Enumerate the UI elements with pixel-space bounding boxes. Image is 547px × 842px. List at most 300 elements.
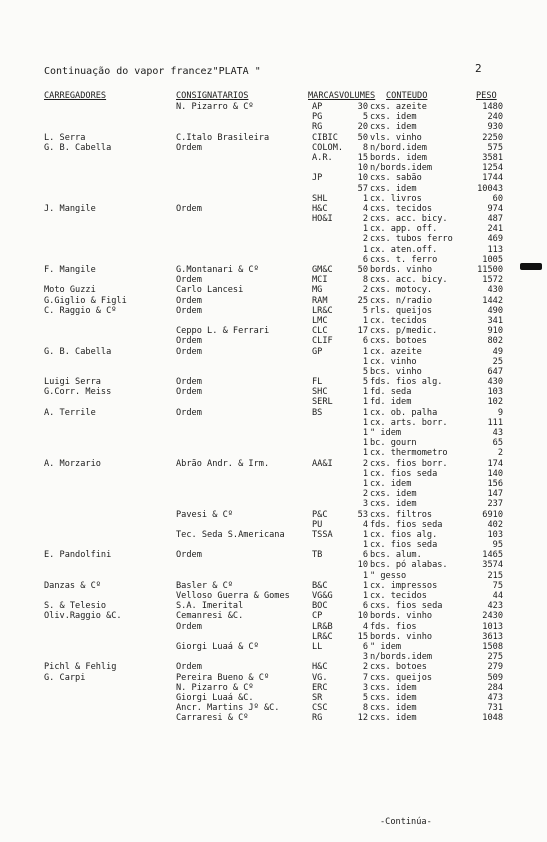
table-row (0, 214, 547, 224)
table-row (0, 347, 547, 357)
mark-cell: P&C (312, 509, 328, 520)
table-row (0, 336, 547, 346)
weight-cell: 241 (487, 224, 503, 235)
table-row (0, 153, 547, 163)
content-cell: bords. idem (370, 152, 427, 163)
weight-cell: 95 (492, 540, 503, 551)
shipper-cell: L. Serra (44, 132, 86, 143)
volumes-cell: 10 (357, 173, 368, 184)
weight-cell: 60 (492, 193, 503, 204)
content-cell: cx. vinho (370, 356, 417, 367)
mark-cell: H&C (312, 203, 328, 214)
weight-cell: 469 (487, 234, 503, 245)
content-cell: vls. vinho (370, 132, 422, 143)
weight-cell: 284 (487, 682, 503, 693)
volumes-cell: 1 (362, 387, 368, 398)
shipper-cell: F. Mangile (44, 265, 96, 275)
content-cell: cxs. botoes (370, 336, 427, 347)
volumes-cell: 8 (362, 275, 368, 286)
consignee-cell: C.Italo Brasileira (176, 132, 270, 143)
weight-cell: 910 (487, 326, 503, 337)
table-row (0, 499, 547, 509)
table-row (0, 184, 547, 194)
weight-cell: 275 (487, 652, 503, 663)
mark-cell: BS (312, 407, 323, 418)
volumes-cell: 12 (357, 713, 368, 724)
volumes-cell: 53 (357, 509, 368, 520)
content-cell: cxs. idem (370, 692, 417, 703)
shipper-cell: Moto Guzzi (44, 285, 96, 296)
content-cell: cx. fios seda (370, 468, 438, 479)
mark-cell: GP (312, 346, 323, 357)
weight-cell: 1254 (482, 163, 503, 174)
shipper-cell: Danzas & Cº (44, 580, 101, 591)
consignee-cell: Ordem (176, 407, 202, 418)
mark-cell: CSC (312, 703, 328, 714)
volumes-cell: 15 (357, 152, 368, 163)
mark-cell: HO&I (312, 214, 333, 225)
content-cell: " gesso (370, 570, 407, 581)
content-cell: bords. vinho (370, 611, 433, 622)
table-row (0, 652, 547, 662)
volumes-cell: 30 (357, 102, 368, 112)
content-cell: bords. vinho (370, 265, 433, 275)
table-row (0, 428, 547, 438)
shipper-cell: A. Morzario (44, 458, 101, 469)
consignee-cell: G.Montanari & Cº (176, 265, 259, 275)
weight-cell: 44 (492, 591, 503, 601)
table-row (0, 326, 547, 336)
content-cell: cxs. filtros (370, 509, 433, 520)
mark-cell: VG&G (312, 591, 333, 601)
weight-cell: 1048 (482, 713, 503, 724)
content-cell: cxs. t. ferro (370, 254, 438, 265)
mark-cell: B&C (312, 580, 328, 591)
volumes-cell: 8 (362, 142, 368, 153)
mark-cell: MCI (312, 275, 328, 286)
content-cell: cxs. fios borr. (370, 458, 448, 469)
content-cell: fd. seda (370, 387, 412, 398)
table-row (0, 611, 547, 621)
volumes-cell: 3 (362, 499, 368, 510)
weight-cell: 6910 (482, 509, 503, 520)
consignee-cell: Ordem (176, 142, 202, 153)
table-row (0, 673, 547, 683)
weight-cell: 1442 (482, 295, 503, 306)
weight-cell: 102 (487, 397, 503, 408)
weight-cell: 279 (487, 662, 503, 673)
table-row (0, 275, 547, 285)
consignee-cell: Ordem (176, 295, 202, 306)
consignee-cell: Ordem (176, 203, 202, 214)
weight-cell: 9 (497, 407, 503, 418)
table-row (0, 642, 547, 652)
weight-cell: 430 (487, 377, 503, 388)
volumes-cell: 1 (362, 580, 368, 591)
mark-cell: AA&I (312, 458, 333, 469)
content-cell: cx. tecidos (370, 315, 427, 326)
mark-cell: LR&C (312, 631, 333, 642)
mark-cell: ERC (312, 682, 328, 693)
volumes-cell: 20 (357, 122, 368, 133)
table-row (0, 622, 547, 632)
document-title: Continuação do vapor francez"PLATA " (44, 66, 261, 77)
volumes-cell: 6 (362, 336, 368, 347)
table-row (0, 173, 547, 183)
column-header-peso: PESO (476, 91, 497, 101)
consignee-cell: Ordem (176, 621, 202, 632)
table-row (0, 438, 547, 448)
volumes-cell: 8 (362, 703, 368, 714)
table-row (0, 387, 547, 397)
table-row (0, 316, 547, 326)
volumes-cell: 10 (357, 611, 368, 622)
content-cell: cxs. n/radio (370, 295, 433, 306)
volumes-cell: 1 (362, 529, 368, 540)
weight-cell: 215 (487, 570, 503, 581)
shipper-cell: G. B. Cabella (44, 346, 112, 357)
table-row (0, 601, 547, 611)
volumes-cell: 5 (362, 366, 368, 377)
content-cell: cxs. idem (370, 489, 417, 500)
content-cell: cxs. azeite (370, 102, 427, 112)
weight-cell: 2430 (482, 611, 503, 622)
content-cell: bords. vinho (370, 631, 433, 642)
volumes-cell: 1 (362, 468, 368, 479)
content-cell: cxs. idem (370, 713, 417, 724)
shipper-cell: G.Corr. Meiss (44, 387, 112, 398)
weight-cell: 75 (492, 580, 503, 591)
content-cell: cx. aten.off. (370, 244, 438, 255)
consignee-cell: Ordem (176, 275, 202, 286)
weight-cell: 237 (487, 499, 503, 510)
content-cell: fds. fios alg. (370, 377, 443, 388)
shipper-cell: G.Giglio & Figli (44, 295, 127, 306)
weight-cell: 509 (487, 672, 503, 683)
volumes-cell: 3 (362, 682, 368, 693)
volumes-cell: 2 (362, 489, 368, 500)
content-cell: n/bords.idem (370, 163, 433, 174)
content-cell: fds. fios seda (370, 519, 443, 530)
weight-cell: 1013 (482, 621, 503, 632)
shipper-cell: Luigi Serra (44, 377, 101, 388)
manifest-table (0, 102, 547, 723)
shipper-cell: A. Terrile (44, 407, 96, 418)
content-cell: cx. thermometro (370, 448, 448, 459)
volumes-cell: 1 (362, 438, 368, 449)
weight-cell: 402 (487, 519, 503, 530)
volumes-cell: 50 (357, 265, 368, 275)
mark-cell: JP (312, 173, 323, 184)
mark-cell: VG. (312, 672, 328, 683)
volumes-cell: 1 (362, 356, 368, 367)
consignee-cell: N. Pizarro & Cº (176, 682, 254, 693)
mark-cell: COLOM. (312, 142, 344, 153)
table-row (0, 581, 547, 591)
weight-cell: 1508 (482, 641, 503, 652)
volumes-cell: 6 (362, 641, 368, 652)
mark-cell: MG (312, 285, 323, 296)
content-cell: cxs. tubos ferro (370, 234, 453, 245)
table-row (0, 296, 547, 306)
continua-note: -Continúa- (380, 817, 432, 827)
consignee-cell: Cemanresi &C. (176, 611, 244, 622)
weight-cell: 140 (487, 468, 503, 479)
volumes-cell: 1 (362, 244, 368, 255)
content-cell: cxs. idem (370, 183, 417, 194)
consignee-cell: Giorgi Luaá & Cº (176, 641, 259, 652)
content-cell: rls. queijos (370, 305, 433, 316)
table-row (0, 591, 547, 601)
volumes-cell: 50 (357, 132, 368, 143)
volumes-cell: 3 (362, 652, 368, 663)
volumes-cell: 4 (362, 621, 368, 632)
shipper-cell: E. Pandolfini (44, 550, 112, 561)
weight-cell: 1005 (482, 254, 503, 265)
content-cell: cx. azeite (370, 346, 422, 357)
mark-cell: GM&C (312, 265, 333, 275)
mark-cell: SERL (312, 397, 333, 408)
shipper-cell: S. & Telesio (44, 601, 107, 612)
table-row (0, 510, 547, 520)
mark-cell: SHL (312, 193, 328, 204)
volumes-cell: 5 (362, 305, 368, 316)
table-row (0, 713, 547, 723)
weight-cell: 11500 (477, 265, 503, 275)
weight-cell: 3613 (482, 631, 503, 642)
volumes-cell: 25 (357, 295, 368, 306)
consignee-cell: Velloso Guerra & Gomes (176, 591, 290, 601)
binder-mark (520, 263, 542, 270)
column-header-consignatarios: CONSIGNATARIOS (176, 91, 249, 101)
weight-cell: 490 (487, 305, 503, 316)
weight-cell: 1465 (482, 550, 503, 561)
volumes-cell: 2 (362, 662, 368, 673)
weight-cell: 25 (492, 356, 503, 367)
content-cell: " idem (370, 428, 402, 438)
volumes-cell: 1 (362, 193, 368, 204)
consignee-cell: Pereira Bueno & Cº (176, 672, 270, 683)
content-cell: cx. livros (370, 193, 422, 204)
consignee-cell: Ordem (176, 305, 202, 316)
mark-cell: LR&B (312, 621, 333, 632)
volumes-cell: 1 (362, 570, 368, 581)
mark-cell: LR&C (312, 305, 333, 316)
consignee-cell: Ordem (176, 387, 202, 398)
consignee-cell: S.A. Imerital (176, 601, 244, 612)
table-row (0, 479, 547, 489)
volumes-cell: 1 (362, 315, 368, 326)
volumes-cell: 1 (362, 397, 368, 408)
content-cell: cx. tecidos (370, 591, 427, 601)
weight-cell: 113 (487, 244, 503, 255)
mark-cell: CIBIC (312, 132, 338, 143)
table-row (0, 357, 547, 367)
consignee-cell: N. Pizarro & Cº (176, 102, 254, 112)
volumes-cell: 1 (362, 591, 368, 601)
content-cell: cxs. tecidos (370, 203, 433, 214)
weight-cell: 10043 (477, 183, 503, 194)
volumes-cell: 5 (362, 692, 368, 703)
table-row (0, 448, 547, 458)
table-row (0, 224, 547, 234)
volumes-cell: 6 (362, 601, 368, 612)
content-cell: " idem (370, 641, 402, 652)
content-cell: cx. ob. palha (370, 407, 438, 418)
table-row (0, 265, 547, 275)
weight-cell: 1572 (482, 275, 503, 286)
weight-cell: 802 (487, 336, 503, 347)
table-row (0, 683, 547, 693)
table-row (0, 632, 547, 642)
weight-cell: 3581 (482, 152, 503, 163)
mark-cell: H&C (312, 662, 328, 673)
mark-cell: BOC (312, 601, 328, 612)
volumes-cell: 2 (362, 458, 368, 469)
content-cell: fd. idem (370, 397, 412, 408)
table-row (0, 306, 547, 316)
content-cell: n/bord.idem (370, 142, 427, 153)
content-cell: cxs. idem (370, 122, 417, 133)
weight-cell: 49 (492, 346, 503, 357)
table-row (0, 469, 547, 479)
mark-cell: FL (312, 377, 323, 388)
shipper-cell: G. B. Cabella (44, 142, 112, 153)
consignee-cell: Basler & Cº (176, 580, 233, 591)
mark-cell: TSSA (312, 529, 333, 540)
content-cell: bcs. vinho (370, 366, 422, 377)
table-row (0, 245, 547, 255)
weight-cell: 65 (492, 438, 503, 449)
shipper-cell: G. Carpi (44, 672, 86, 683)
mark-cell: PG (312, 112, 323, 123)
table-row (0, 560, 547, 570)
content-cell: cx. arts. borr. (370, 417, 448, 428)
table-row (0, 550, 547, 560)
table-row (0, 530, 547, 540)
mark-cell: AP (312, 102, 323, 112)
volumes-cell: 1 (362, 224, 368, 235)
content-cell: bc. gourn (370, 438, 417, 449)
weight-cell: 103 (487, 529, 503, 540)
table-row (0, 163, 547, 173)
weight-cell: 341 (487, 315, 503, 326)
content-cell: cx. idem (370, 478, 412, 489)
volumes-cell: 5 (362, 112, 368, 123)
mark-cell: CLIF (312, 336, 333, 347)
mark-cell: RG (312, 122, 323, 133)
table-row (0, 133, 547, 143)
weight-cell: 111 (487, 417, 503, 428)
table-row (0, 489, 547, 499)
table-row (0, 408, 547, 418)
consignee-cell: Abrão Andr. & Irm. (176, 458, 270, 469)
volumes-cell: 6 (362, 550, 368, 561)
table-row (0, 459, 547, 469)
table-row (0, 112, 547, 122)
weight-cell: 647 (487, 366, 503, 377)
table-row (0, 122, 547, 132)
table-row (0, 143, 547, 153)
weight-cell: 3574 (482, 560, 503, 571)
mark-cell: A.R. (312, 152, 333, 163)
weight-cell: 103 (487, 387, 503, 398)
column-header-marcas: MARCAS (308, 91, 340, 101)
mark-cell: RAM (312, 295, 328, 306)
content-cell: cxs. queijos (370, 672, 433, 683)
table-row (0, 662, 547, 672)
volumes-cell: 4 (362, 519, 368, 530)
table-row (0, 571, 547, 581)
shipper-cell: Oliv.Raggio &C. (44, 611, 122, 622)
table-row (0, 540, 547, 550)
consignee-cell: Ordem (176, 336, 202, 347)
weight-cell: 2 (497, 448, 503, 459)
mark-cell: CP (312, 611, 323, 622)
column-header-volumes: VOLUMES (339, 91, 376, 101)
consignee-cell: Pavesi & Cº (176, 509, 233, 520)
content-cell: cx. app. off. (370, 224, 438, 235)
volumes-cell: 1 (362, 417, 368, 428)
weight-cell: 575 (487, 142, 503, 153)
shipper-cell: J. Mangile (44, 203, 96, 214)
content-cell: cxs. idem (370, 682, 417, 693)
volumes-cell: 1 (362, 478, 368, 489)
weight-cell: 930 (487, 122, 503, 133)
weight-cell: 974 (487, 203, 503, 214)
content-cell: cxs. idem (370, 499, 417, 510)
shipper-cell: C. Raggio & Cº (44, 305, 117, 316)
content-cell: cxs. motocy. (370, 285, 433, 296)
table-row (0, 377, 547, 387)
content-cell: cx. fios seda (370, 540, 438, 551)
content-cell: bcs. pó alabas. (370, 560, 448, 571)
mark-cell: CLC (312, 326, 328, 337)
weight-cell: 473 (487, 692, 503, 703)
volumes-cell: 2 (362, 234, 368, 245)
weight-cell: 156 (487, 478, 503, 489)
volumes-cell: 10 (357, 560, 368, 571)
table-row (0, 693, 547, 703)
weight-cell: 1744 (482, 173, 503, 184)
weight-cell: 43 (492, 428, 503, 438)
weight-cell: 174 (487, 458, 503, 469)
content-cell: n/bords.idem (370, 652, 433, 663)
column-header-conteudo: CONTEUDO (386, 91, 428, 101)
volumes-cell: 5 (362, 377, 368, 388)
consignee-cell: Carlo Lancesi (176, 285, 244, 296)
volumes-cell: 2 (362, 214, 368, 225)
mark-cell: RG (312, 713, 323, 724)
consignee-cell: Ordem (176, 346, 202, 357)
consignee-cell: Ordem (176, 377, 202, 388)
mark-cell: SHC (312, 387, 328, 398)
content-cell: cxs. acc. bicy. (370, 214, 448, 225)
volumes-cell: 1 (362, 428, 368, 438)
table-row (0, 255, 547, 265)
table-row (0, 703, 547, 713)
weight-cell: 147 (487, 489, 503, 500)
volumes-cell: 17 (357, 326, 368, 337)
mark-cell: PU (312, 519, 323, 530)
weight-cell: 423 (487, 601, 503, 612)
volumes-cell: 10 (357, 163, 368, 174)
volumes-cell: 1 (362, 407, 368, 418)
consignee-cell: Giorgi Luaá &C. (176, 692, 254, 703)
content-cell: fds. fios (370, 621, 417, 632)
consignee-cell: Carraresi & Cº (176, 713, 249, 724)
weight-cell: 430 (487, 285, 503, 296)
